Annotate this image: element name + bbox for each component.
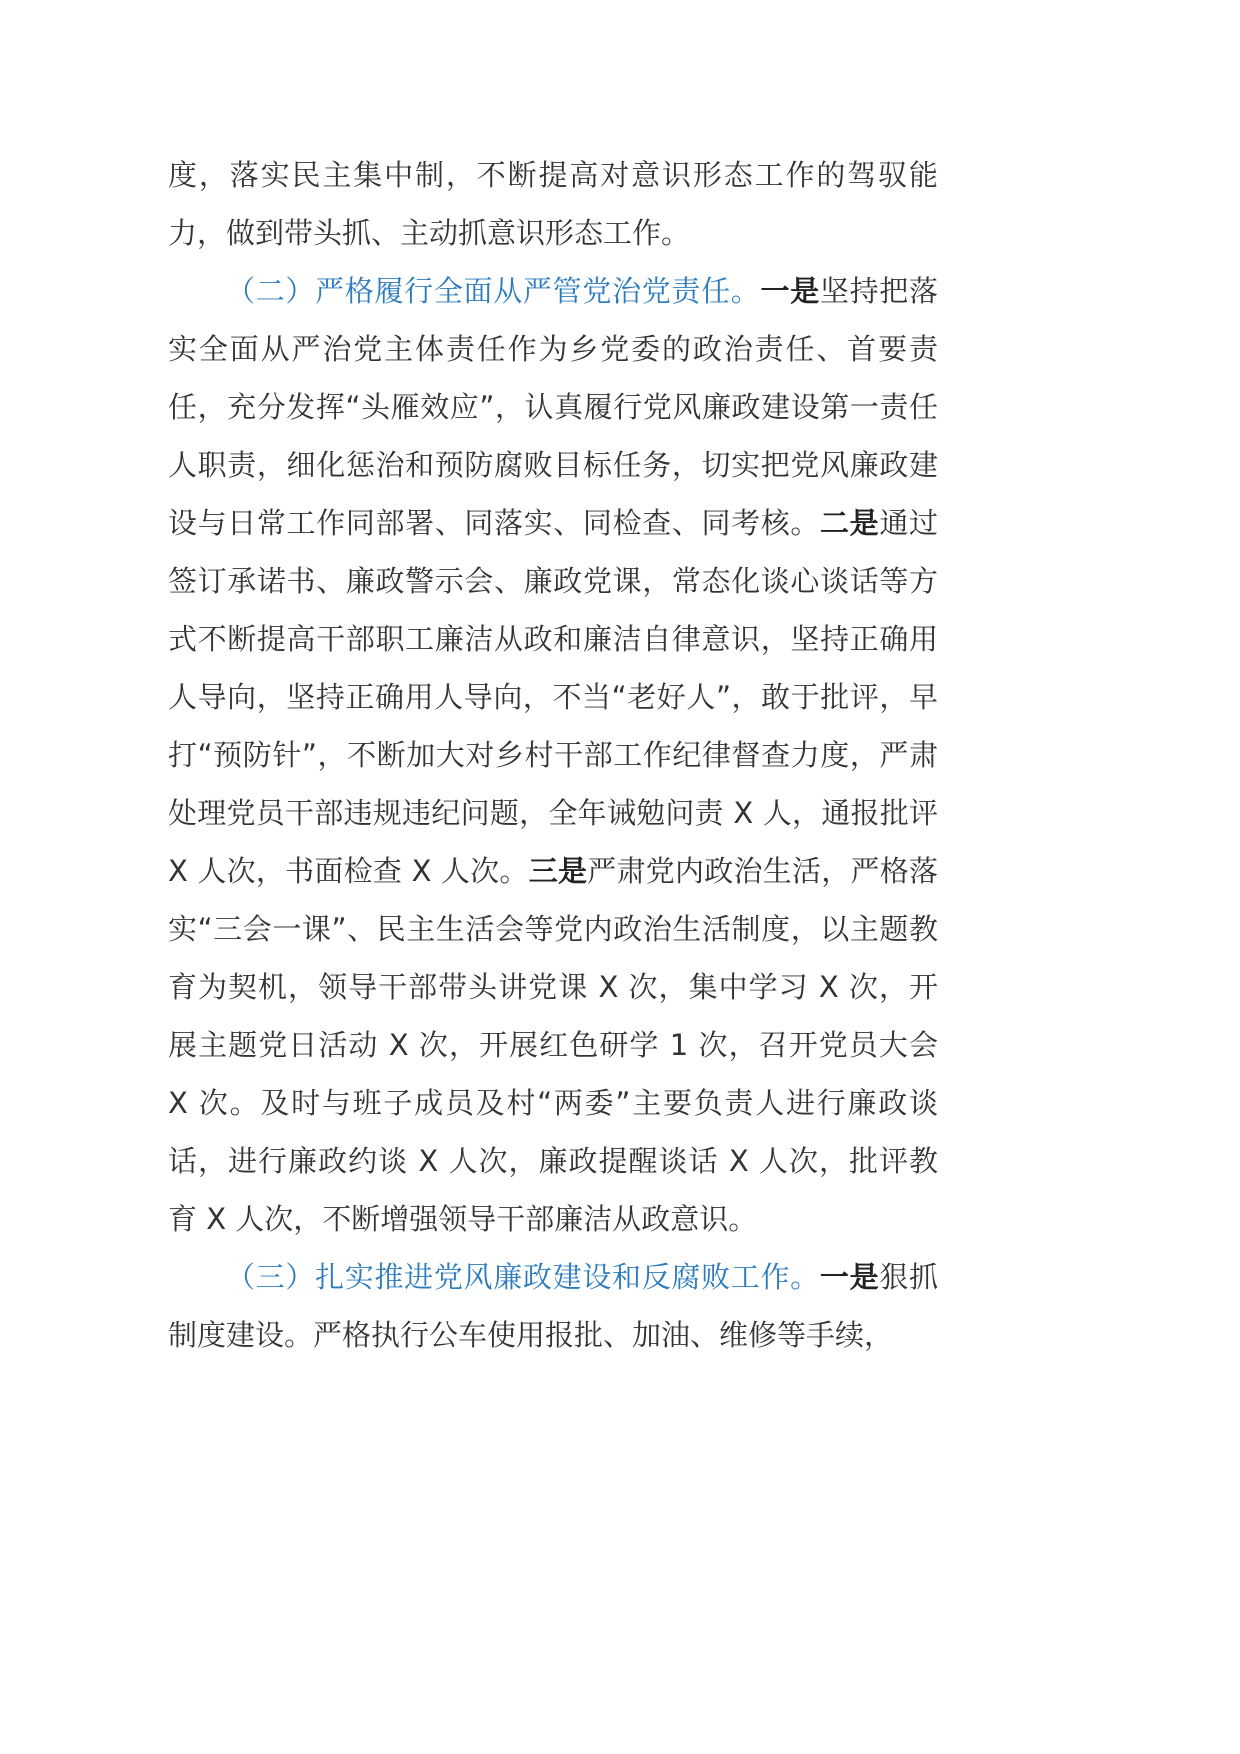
paragraph-1 <box>168 146 938 262</box>
paragraph-2-text-1: 坚持把落实全面从严治党主体责任作为乡党委的政治责任、首要责任，充分发挥“头雁效应”，认真履行党风廉政建设第一责任人职责，细化惩治和预防腐败目标任务，切实把党风廉政建设与日常工作同部署、同落实、同检查、同考核。 <box>168 274 938 540</box>
paragraph-2 <box>168 262 938 1248</box>
lead-first: 一是 <box>760 274 820 308</box>
paragraph-1-text: 度，落实民主集中制，不断提高对意识形态工作的驾驭能力，做到带头抓、主动抓意识形态工作。 <box>168 158 938 250</box>
paragraph-3 <box>168 1248 938 1364</box>
lead-second: 二是 <box>820 506 880 540</box>
paragraph-2-text-2: 通过签订承诺书、廉政警示会、廉政党课，常态化谈心谈话等方式不断提高干部职工廉洁从政和廉洁自律意识，坚持正确用人导向，坚持正确用人导向，不当“老好人”，敢于批评，早打“预防针”，不断加大对乡村干部工作纪律督查力度，严肃处理党员干部违规违纪问题，全年诫勉问责 X 人，通报批评 X 人次，书面检查 X 人次。 <box>168 506 938 888</box>
paragraph-2-text-3: 严肃党内政治生活，严格落实“三会一课”、民主生活会等党内政治生活制度，以主题教育为契机，领导干部带头讲党课 X 次，集中学习 X 次，开展主题党日活动 X 次，开展红色研学 1 次，召开党员大会 X 次。及时与班子成员及村“两委”主要负责人进行廉政谈话，进行廉政约谈 X 人次，廉政提醒谈话 X 人次，批评教育 X 人次，不断增强领导干部廉洁从政意识。 <box>168 854 938 1236</box>
lead-third: 三是 <box>528 854 588 888</box>
lead-first-p3: 一是 <box>819 1260 880 1294</box>
section-heading-2: （二）严格履行全面从严管党治党责任。 <box>226 274 761 308</box>
paragraph-3-text-1: 狠抓制度建设。严格执行公车使用报批、加油、维修等手续， <box>168 1260 938 1352</box>
document-body <box>168 146 938 1364</box>
section-heading-3: （三）扎实推进党风廉政建设和反腐败工作。 <box>226 1260 820 1294</box>
